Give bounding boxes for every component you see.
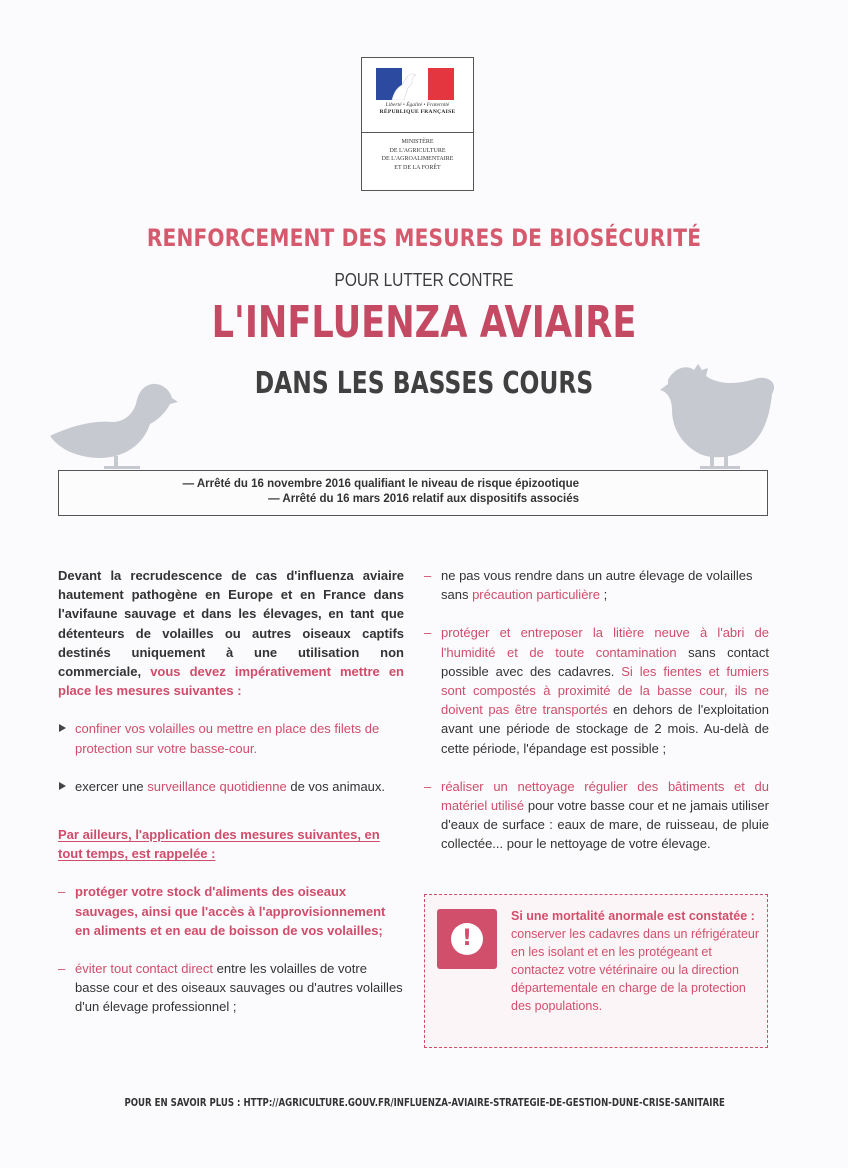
list-item: – réaliser un nettoyage régulier des bâtiments et du matériel utilisé pour votre basse cour et ne jamais utiliser d'eaux de surface : eaux de mare, de ruisseau, de pluie collectée... pour le nettoyage de votre élevage. — [424, 778, 769, 852]
title-line-1: RENFORCEMENT DES MESURES DE BIOSÉCURITÉ — [146, 224, 702, 252]
hen-icon — [660, 364, 774, 469]
section-heading: Par ailleurs, l'application des mesures suivantes, en tout temps, est rappelée : — [58, 827, 380, 862]
more-info-footer — [124, 1096, 723, 1109]
dash-bullet: – — [58, 961, 66, 977]
legal-references — [58, 470, 768, 516]
title-line-2: POUR LUTTER CONTRE — [334, 270, 514, 290]
triangle-bullet-icon — [59, 782, 66, 790]
footer-label: POUR EN SAVOIR PLUS : — [124, 1096, 244, 1109]
footer-url[interactable]: HTTP://AGRICULTURE.GOUV.FR/INFLUENZA-AVIAIRE-STRATEGIE-DE-GESTION-DUNE-CRISE-SANITAIRE — [243, 1096, 725, 1109]
title-line-4: DANS LES BASSES COURS — [254, 366, 594, 401]
right-column — [424, 566, 769, 854]
reference-2: — Arrêté du 16 mars 2016 relatif aux dispositifs associés — [268, 493, 579, 505]
intro-emphasis: vous devez impérativement mettre en place les mesures suivantes : — [58, 664, 404, 699]
marianne-profile-icon — [388, 70, 418, 100]
list-item: exercer une surveillance quotidienne de vos animaux. — [58, 777, 404, 796]
mortality-alert-box — [424, 894, 768, 1048]
title-main: L'INFLUENZA AVIAIRE — [211, 297, 637, 348]
reference-1: — Arrêté du 16 novembre 2016 qualifiant le niveau de risque épizootique — [182, 478, 579, 490]
ministry-name: MINISTÈRE DE L'AGRICULTURE DE L'AGROALIMENTAIRE ET DE LA FORÊT — [381, 139, 454, 171]
dash-bullet: – — [58, 884, 66, 900]
marianne-logo — [362, 58, 473, 132]
republic-name: RÉPUBLIQUE FRANÇAISE — [379, 109, 456, 115]
duck-icon — [50, 384, 178, 469]
tricolor-flag-icon — [376, 68, 454, 100]
list-item: – éviter tout contact direct entre les volailles de votre basse cour et des oiseaux sauvages ou d'autres volailles d'un élevage professionnel ; — [58, 961, 403, 1015]
republic-motto: Liberté • Égalité • Fraternité — [385, 102, 450, 108]
list-item: – protéger votre stock d'aliments des oiseaux sauvages, ainsi que l'accès à l'approvisionnement en aliments et en eau de boisson de vos volailles; — [58, 884, 386, 938]
left-column — [58, 566, 404, 1017]
birds-illustration — [0, 360, 848, 480]
ministry-logo — [361, 57, 474, 191]
list-item: – ne pas vous rendre dans un autre élevage de volailles sans précaution particulière ; — [424, 568, 753, 603]
list-item: – protéger et entreposer la litière neuve à l'abri de l'humidité et de toute contamination sans contact possible avec des cadavres. Si les fientes et fumiers sont compostés à proximité de la basse cour, ils ne doivent pas être transportés en dehors de l'exploitation avant une période de stockage de 2 mois. Au-delà de cette période, l'épandage est possible ; — [424, 625, 769, 756]
dash-bullet: – — [424, 625, 432, 641]
triangle-bullet-icon — [59, 724, 66, 732]
dash-bullet: – — [424, 778, 432, 794]
exclamation-icon: ! — [437, 909, 497, 969]
dash-bullet: – — [424, 568, 432, 583]
list-item: confiner vos volailles ou mettre en place des filets de protection sur votre basse-cour. — [58, 719, 404, 757]
intro-paragraph: Devant la recrudescence de cas d'influenza aviaire hautement pathogène en Europe et en France dans l'avifaune sauvage et dans les élevages, en tant que détenteurs de volailles ou autres oiseaux captifs destinés uniquement à une utilisation non commerciale, vous devez impérativement mettre en place les mesures suivantes : — [58, 568, 404, 699]
alert-text: Si une mortalité anormale est constatée : conserver les cadavres dans un réfrigérateur en les isolant et en les protégeant et contactez votre vétérinaire ou la direction départementale en charge de la protection des populations. — [511, 909, 760, 1013]
